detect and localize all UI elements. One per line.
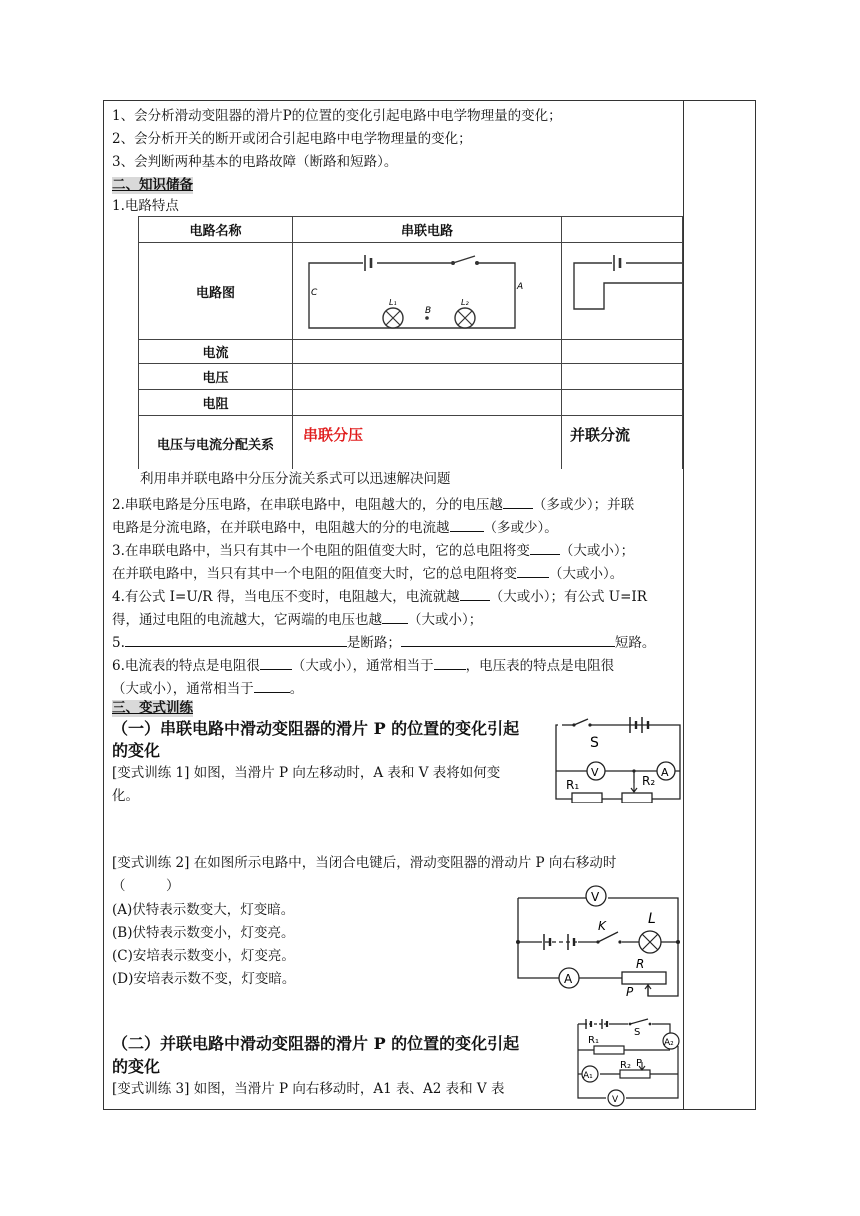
series-voltage-division: 串联分压 [303,426,364,444]
resistor-r1-icon [572,793,602,803]
blank-6-1[interactable] [260,655,292,670]
question-4-line-1: 4.有公式 I=U/R 得，当电压不变时，电阻越大，电流就越 （大或小）；有公式 U=IR [112,586,647,606]
table-header-parallel [562,217,683,243]
section-heading-knowledge: 二、知识储备 [112,177,193,193]
blank-4-2[interactable] [382,609,408,624]
exercise-2-option-d[interactable]: (D)安培表示数不变，灯变暗。 [112,971,296,987]
blank-6-2[interactable] [434,655,466,670]
fig3-a1-label: A₁ [583,1071,593,1081]
lamp-l2-label: L₂ [461,298,469,307]
blank-5-1[interactable] [125,632,347,647]
heading-series-slider-cont: 的变化 [112,741,161,760]
blank-6-3[interactable] [254,678,290,693]
row-label-distribution: 电压与电流分配关系 [139,416,293,470]
lamp-l1-label: L₁ [389,298,397,307]
point-c-label: C [311,288,318,298]
question-4-line-2: 得，通过电阻的电流越大，它两端的电压也越 （大或小）； [112,609,482,629]
fig3-v-label: V [612,1095,619,1105]
point-b-label: B [425,306,432,316]
exercise-1-line-2: 化。 [112,788,139,804]
fig3-r2-label: R₂ [620,1060,631,1071]
circuit-features-table-wrapper [138,216,683,469]
exercise-2-option-b[interactable]: (B)伏特表示数变小，灯变亮。 [112,925,295,941]
figure-3-circuit [570,1018,684,1108]
exercise-2-line-1: [变式训练 2] 在如图所示电路中，当闭合电键后，滑动变阻器的滑动片 P 向右移动时 [112,855,617,871]
blank-4-1[interactable] [460,586,490,601]
fig1-voltmeter-label: V [591,766,599,779]
exercise-2-option-c[interactable]: (C)安培表示数变小，灯变亮。 [112,948,295,964]
question-2-line-1: 2.串联电路是分压电路，在串联电路中，电阻越大的，分的电压越 （多或少）；并联 [112,494,634,514]
exercise-2-line-2: （ ） [112,878,180,894]
blank-3-2[interactable] [517,563,549,578]
question-6-line-1: 6.电流表的特点是电阻很 （大或小），通常相当于 ，电压表的特点是电阻很 [112,655,614,675]
fig3-resistor-r1-icon [594,1046,624,1054]
rheostat-r2-icon [622,793,652,803]
table-header-series: 串联电路 [293,217,562,243]
table-header-name: 电路名称 [139,217,293,243]
figure-2-circuit [512,880,684,1000]
fig1-r1-label: R₁ [566,778,580,792]
heading-parallel-slider-cont: 的变化 [112,1057,161,1076]
fig3-a2-label: A₂ [664,1038,674,1048]
question-3-line-2: 在并联电路中，当只有其中一个电阻的阻值变大时，它的总电阻将变 （大或小）。 [112,563,623,583]
fig3-switch-label: S [634,1027,641,1038]
fig1-switch-label: S [590,735,599,751]
exercise-3-line-1: [变式训练 3] 如图，当滑片 P 向右移动时，A1 表、A2 表和 V 表 [112,1081,505,1097]
parallel-current-division: 并联分流 [570,426,631,444]
question-6-line-2: （大或小），通常相当于 。 [112,678,303,698]
question-3-line-1: 3.在串联电路中，当只有其中一个电阻的阻值变大时，它的总电阻将变 （大或小）； [112,540,634,560]
section-heading-practice: 三、变式训练 [112,700,193,716]
objective-3: 3、会判断两种基本的电路故障（断路和短路）。 [112,154,398,170]
objective-1: 1、会分析滑动变阻器的滑片P的位置的变化引起电路中电学物理量的变化； [112,108,562,124]
fig2-rheostat-label: R [636,957,645,971]
parallel-circuit-diagram [562,243,683,340]
point-a-label: A [517,282,524,292]
question-5: 5. 是断路； 短路。 [112,632,655,652]
objective-2: 2、会分析开关的断开或闭合引起电路中电学物理量的变化； [112,131,472,147]
fig2-key-label: K [598,919,606,933]
row-label-diagram: 电路图 [139,243,293,340]
blank-2-2[interactable] [450,517,484,532]
row-label-resistance: 电阻 [139,390,293,416]
lamp-l2-icon [455,308,475,328]
fig2-voltmeter-label: V [591,890,600,904]
lamp-l1-icon [383,308,403,328]
parallel-circuit-svg [562,243,682,335]
fig2-slider-label: P [626,985,634,999]
heading-series-slider: （一）串联电路中滑动变阻器的滑片 P 的位置的变化引起 [112,719,520,738]
blank-3-1[interactable] [530,540,560,555]
subheading-circuit-features: 1.电路特点 [112,198,179,214]
fig2-ammeter-label: A [564,972,573,986]
blank-2-1[interactable] [503,494,533,509]
exercise-2-option-a[interactable]: (A)伏特表示数变大，灯变暗。 [112,902,295,918]
question-2-line-2: 电路是分流电路，在并联电路中，电阻越大的分的电流越 （多或少）。 [112,517,558,537]
row-label-current: 电流 [139,340,293,364]
fig3-rheostat-r2-icon [620,1070,650,1078]
series-circuit-diagram [293,243,562,340]
exercise-1-line-1: [变式训练 1] 如图，当滑片 P 向左移动时，A 表和 V 表将如何变 [112,765,501,781]
row-label-voltage: 电压 [139,364,293,390]
fig1-r2-label: R₂ [642,774,656,788]
fig2-lamp-icon [639,931,661,953]
fig3-slider-label: P [636,1058,643,1069]
fig3-r1-label: R₁ [588,1035,599,1046]
circuit-features-table [138,216,683,469]
fig2-rheostat-icon [622,972,666,984]
figure-1-circuit [552,713,684,803]
series-circuit-svg [293,243,561,335]
fig1-ammeter-label: A [661,766,669,779]
blank-5-2[interactable] [401,632,615,647]
fig2-lamp-label: L [648,911,656,927]
table-note: 利用串并联电路中分压分流关系式可以迅速解决问题 [140,471,451,487]
heading-parallel-slider: （二）并联电路中滑动变阻器的滑片 P 的位置的变化引起 [112,1034,520,1053]
